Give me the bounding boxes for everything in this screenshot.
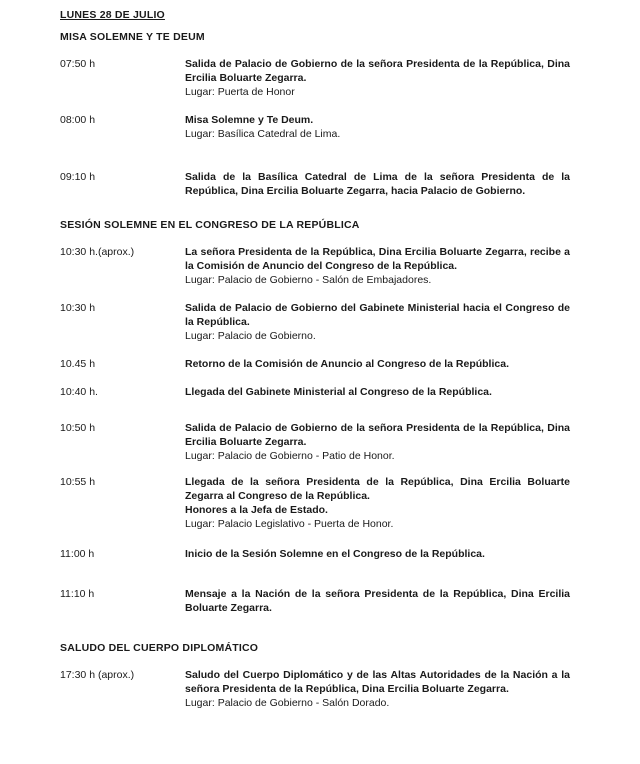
document-title: LUNES 28 DE JULIO [60, 9, 165, 21]
event-time: 11:10 h [60, 588, 95, 600]
event-row [60, 113, 640, 141]
event-body [185, 547, 570, 561]
event-body [185, 245, 570, 287]
event-row [60, 475, 640, 531]
event-body [185, 57, 570, 99]
event-body [185, 421, 570, 463]
event-location: Lugar: Palacio de Gobierno - Patio de Honor. [185, 450, 395, 462]
event-description: Salida de Palacio de Gobierno de la señora Presidenta de la República, Dina Ercilia Boluarte Zegarra. [185, 422, 570, 448]
event-description: Salida de Palacio de Gobierno de la señora Presidenta de la República, Dina Ercilia Boluarte Zegarra. [185, 58, 570, 84]
event-location: Lugar: Palacio de Gobierno - Salón Dorado. [185, 697, 390, 709]
event-time: 07:50 h [60, 58, 96, 70]
event-description: Llegada de la señora Presidenta de la República, Dina Ercilia Boluarte Zegarra al Congreso de la República. [185, 476, 570, 502]
event-description: Salida de la Basílica Catedral de Lima de la señora Presidenta de la República, Dina Ercilia Boluarte Zegarra, hacia Palacio de Gobierno. [185, 171, 570, 197]
event-location: Lugar: Palacio de Gobierno. [185, 330, 316, 342]
event-description: Misa Solemne y Te Deum. [185, 114, 314, 126]
agenda-document [60, 8, 640, 710]
event-time: 10:30 h.(aprox.) [60, 246, 135, 258]
event-time: 10:50 h [60, 422, 96, 434]
event-row [60, 547, 640, 561]
section-events [60, 668, 640, 710]
event-note: Honores a la Jefa de Estado. [185, 504, 328, 516]
event-row [60, 170, 640, 198]
sections-container [60, 30, 640, 710]
event-description: La señora Presidenta de la República, Dina Ercilia Boluarte Zegarra, recibe a la Comisión de Anuncio del Congreso de la República. [185, 246, 570, 272]
event-body [185, 357, 570, 371]
event-row [60, 245, 640, 287]
event-row [60, 421, 640, 463]
section-events [60, 245, 640, 615]
event-time: 10:55 h [60, 476, 96, 488]
event-time: 10:30 h [60, 302, 96, 314]
event-location: Lugar: Palacio de Gobierno - Salón de Embajadores. [185, 274, 432, 286]
event-row [60, 57, 640, 99]
event-location: Lugar: Basílica Catedral de Lima. [185, 128, 341, 140]
event-time: 08:00 h [60, 114, 96, 126]
event-location: Lugar: Palacio Legislativo - Puerta de Honor. [185, 518, 394, 530]
event-row [60, 357, 640, 371]
event-body [185, 587, 570, 615]
event-body [185, 668, 570, 710]
agenda-section [60, 218, 640, 615]
section-heading: SESIÓN SOLEMNE EN EL CONGRESO DE LA REPÚBLICA [60, 219, 360, 231]
event-description: Salida de Palacio de Gobierno del Gabinete Ministerial hacia el Congreso de la República. [185, 302, 570, 328]
event-description: Mensaje a la Nación de la señora Presidenta de la República, Dina Ercilia Boluarte Zegarra. [185, 588, 570, 614]
event-description: Inicio de la Sesión Solemne en el Congreso de la República. [185, 548, 485, 560]
agenda-section [60, 641, 640, 710]
section-heading: MISA SOLEMNE Y TE DEUM [60, 31, 205, 43]
event-description: Saludo del Cuerpo Diplomático y de las Altas Autoridades de la Nación a la señora Presidenta de la República, Dina Ercilia Boluarte Zegarra. [185, 669, 570, 695]
event-time: 17:30 h (aprox.) [60, 669, 135, 681]
event-row [60, 301, 640, 343]
event-time: 10:40 h. [60, 386, 98, 398]
section-heading: SALUDO DEL CUERPO DIPLOMÁTICO [60, 642, 259, 654]
event-location: Lugar: Puerta de Honor [185, 86, 295, 98]
event-row [60, 385, 640, 399]
event-description: Llegada del Gabinete Ministerial al Congreso de la República. [185, 386, 492, 398]
event-body [185, 113, 570, 141]
event-row [60, 587, 640, 615]
event-body [185, 475, 570, 531]
event-description: Retorno de la Comisión de Anuncio al Congreso de la República. [185, 358, 509, 370]
event-body [185, 385, 570, 399]
event-body [185, 170, 570, 198]
event-time: 09:10 h [60, 171, 96, 183]
event-row [60, 668, 640, 710]
event-time: 11:00 h [60, 548, 95, 560]
event-time: 10.45 h [60, 358, 96, 370]
section-events [60, 57, 640, 198]
event-body [185, 301, 570, 343]
agenda-section [60, 30, 640, 198]
